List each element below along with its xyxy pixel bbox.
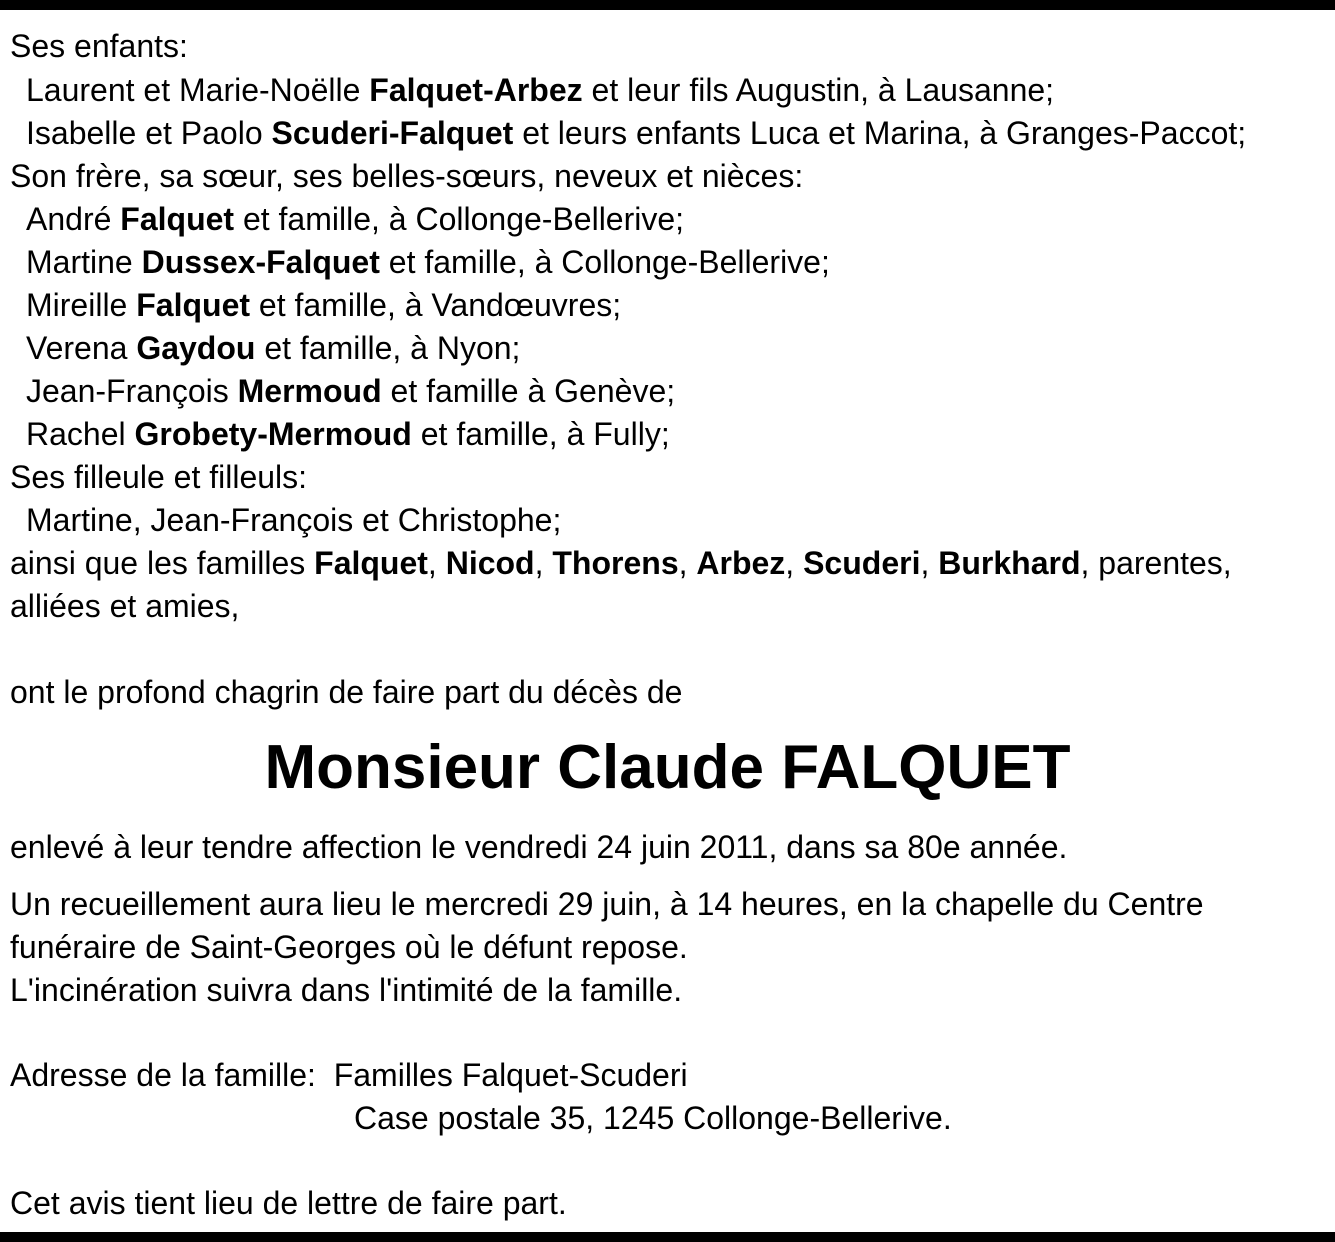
death-line: enlevé à leur tendre affection le vendredi 24 juin 2011, dans sa 80e année. bbox=[10, 829, 1068, 865]
children-heading: Ses enfants: bbox=[10, 28, 188, 64]
address-line-2: Case postale 35, 1245 Collonge-Bellerive. bbox=[354, 1100, 952, 1136]
child-entry: Laurent et Marie-Noëlle Falquet-Arbez et leur fils Augustin, à Lausanne; bbox=[26, 72, 1055, 108]
ceremony-line: Un recueillement aura lieu le mercredi 29 juin, à 14 heures, en la chapelle du Centre bbox=[10, 886, 1204, 922]
families-line-end: alliées et amies, bbox=[10, 588, 240, 624]
sibling-entry: Mireille Falquet et famille, à Vandœuvres; bbox=[26, 287, 622, 323]
address-value: Familles Falquet-Scuderi bbox=[333, 1057, 688, 1093]
sibling-entry: Jean-François Mermoud et famille à Genève; bbox=[26, 373, 676, 409]
announcement: ont le profond chagrin de faire part du décès de bbox=[10, 674, 683, 710]
address-line bbox=[10, 1055, 688, 1095]
closing-line: Cet avis tient lieu de lettre de faire part. bbox=[10, 1185, 567, 1221]
deceased-name: Monsieur Claude FALQUET bbox=[264, 733, 1071, 802]
sibling-entry: Rachel Grobety-Mermoud et famille, à Fully; bbox=[26, 416, 670, 452]
sibling-entry: Martine Dussex-Falquet et famille, à Collonge-Bellerive; bbox=[26, 244, 830, 280]
siblings-heading: Son frère, sa sœur, ses belles-sœurs, neveux et nièces: bbox=[10, 158, 804, 194]
godchildren-heading: Ses filleule et filleuls: bbox=[10, 459, 308, 495]
sibling-entry: André Falquet et famille, à Collonge-Bellerive; bbox=[26, 201, 685, 237]
bottom-rule bbox=[0, 1232, 1335, 1242]
godchildren-entry: Martine, Jean-François et Christophe; bbox=[26, 502, 562, 538]
child-entry: Isabelle et Paolo Scuderi-Falquet et leurs enfants Luca et Marina, à Granges-Paccot; bbox=[26, 115, 1247, 151]
ceremony-line: L'incinération suivra dans l'intimité de la famille. bbox=[10, 972, 683, 1008]
ceremony-line: funéraire de Saint-Georges où le défunt repose. bbox=[10, 929, 688, 965]
address-label: Adresse de la famille: bbox=[10, 1057, 316, 1093]
families-line: ainsi que les familles Falquet, Nicod, Thorens, Arbez, Scuderi, Burkhard, parentes, bbox=[10, 545, 1232, 581]
sibling-entry: Verena Gaydou et famille, à Nyon; bbox=[26, 330, 521, 366]
